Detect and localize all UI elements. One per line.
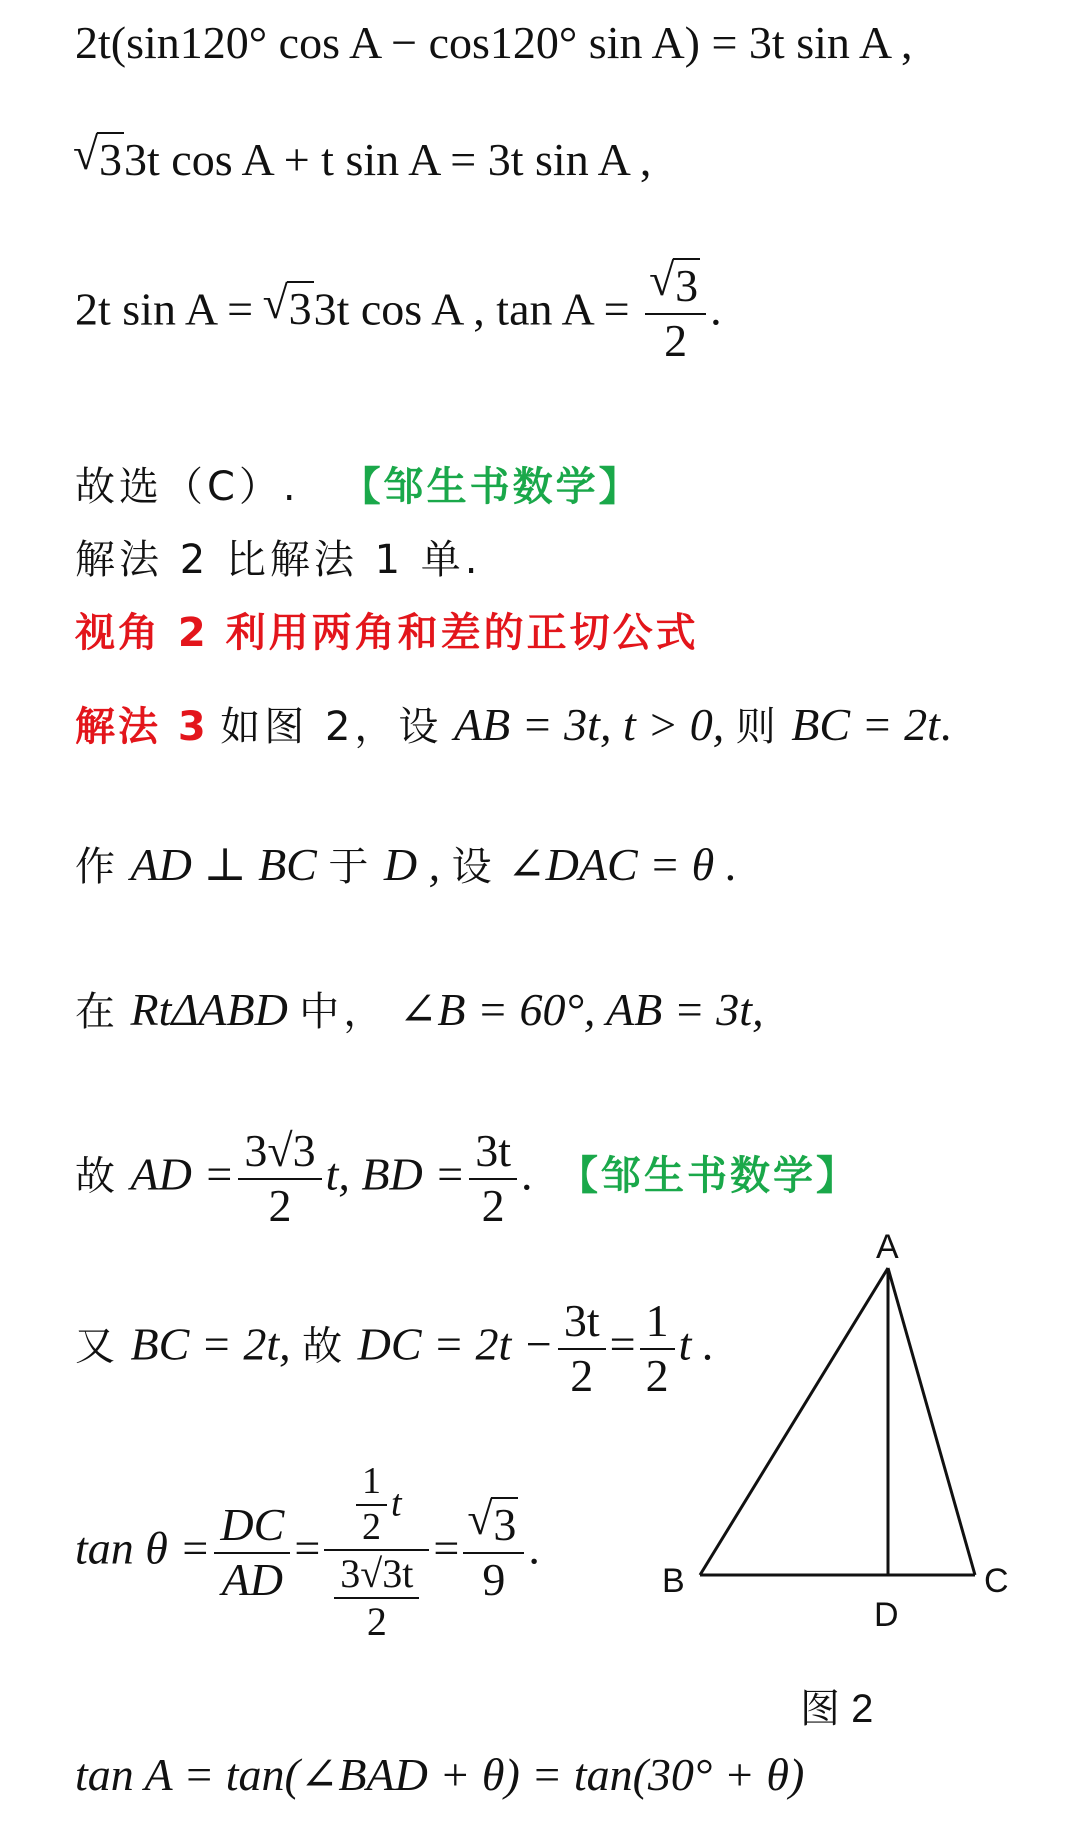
math-expression: D ,: [383, 839, 441, 890]
construction-line: [75, 840, 737, 891]
math-expression: BC = 2t: [791, 699, 940, 750]
math-expression: ∠DAC = θ .: [507, 839, 738, 890]
vertex-label-b: B: [662, 1562, 685, 1600]
equation-line-2: [75, 135, 651, 186]
math-expression: t, BD =: [325, 1148, 466, 1200]
period: .: [528, 1522, 540, 1574]
fraction-numerator: 1: [640, 1295, 675, 1350]
equation-text: 3t cos A + t sin A = 3t sin A ,: [124, 134, 652, 185]
fraction-numerator: 3√3t: [334, 1551, 419, 1599]
fraction-dc-over-ad: [214, 1499, 290, 1607]
math-expression: tan A = tan(∠BAD + θ) = tan(30° + θ): [75, 1749, 805, 1800]
method-label: 解法 3: [75, 704, 209, 750]
fraction-denominator: AD: [221, 1553, 284, 1605]
period: .: [521, 1148, 533, 1200]
fraction-3t-over-2: [558, 1295, 606, 1403]
period: .: [710, 283, 722, 335]
math-expression: t: [391, 1482, 402, 1525]
math-expression: t .: [678, 1318, 715, 1370]
sqrt-3: √ 3: [265, 284, 314, 335]
construction-text: 于: [328, 844, 373, 890]
note-text: 解法 2 比解法 1 单.: [75, 537, 482, 583]
fraction-denominator: 2: [268, 1179, 292, 1231]
fraction-denominator: 2: [366, 1599, 387, 1645]
equals-sign: =: [433, 1522, 460, 1574]
equals-sign: =: [294, 1522, 321, 1574]
fraction-denominator: 2: [570, 1349, 594, 1401]
tan-theta-line: [75, 1460, 540, 1645]
dc-text: 故: [302, 1323, 347, 1370]
method-text: 则: [735, 704, 780, 750]
math-expression: tan θ =: [75, 1522, 211, 1574]
equation-text: 2t sin A =: [75, 283, 265, 335]
method-text: 如图 2，设: [220, 704, 443, 750]
triangle-text: 中，: [299, 989, 388, 1035]
fraction-sqrt3-over-9: [463, 1499, 524, 1607]
period: .: [939, 699, 952, 750]
math-expression: ∠B = 60°, AB = 3t,: [398, 984, 764, 1035]
side-ac: [888, 1268, 975, 1575]
ad-bd-line: [75, 1125, 859, 1233]
equation-line-3: [75, 260, 722, 368]
fraction-numerator: 1: [356, 1460, 387, 1506]
fraction-numerator: 3√3: [238, 1125, 321, 1180]
inner-fraction-half: [356, 1460, 387, 1549]
fraction-denominator: 2: [645, 1349, 669, 1401]
dc-line: [75, 1295, 714, 1403]
method-3-line: [75, 700, 951, 751]
fraction-denominator: 2: [362, 1505, 382, 1548]
fraction-numerator: 3: [675, 260, 699, 311]
triangle-abd-line: [75, 985, 764, 1036]
fraction-numerator: 3t: [558, 1295, 606, 1350]
fraction-numerator: DC: [220, 1498, 285, 1550]
math-expression: RtΔABD: [130, 984, 288, 1035]
fraction-numerator: 3: [493, 1498, 517, 1550]
brand-tag: 【邹生书数学】: [558, 1153, 860, 1200]
construction-text: 设: [451, 844, 496, 890]
tan-a-line: [75, 1750, 804, 1801]
math-expression: BC = 2t,: [130, 1318, 291, 1370]
vertex-label-c: C: [984, 1562, 1009, 1600]
inner-fraction-den: [328, 1551, 425, 1645]
side-ab: [700, 1268, 888, 1575]
math-expression: DC = 2t −: [357, 1318, 554, 1370]
equation-text: 2t(sin120° cos A − cos120° sin A) = 3t sin A ,: [75, 17, 913, 68]
triangle-text: 在: [75, 989, 119, 1035]
sqrt-3: √ 3: [75, 135, 124, 186]
section-heading: [75, 608, 699, 656]
math-expression: AD =: [130, 1148, 235, 1200]
dc-text: 又: [75, 1323, 119, 1370]
equation-text: 3t cos A , tan A =: [313, 283, 642, 335]
math-expression: AD ⊥ BC: [130, 839, 317, 890]
fraction-denominator: 9: [482, 1553, 506, 1605]
fraction-denominator: 2: [481, 1179, 505, 1231]
vertex-label-a: A: [876, 1228, 899, 1266]
fraction-3sqrt3-over-2: [238, 1125, 321, 1233]
answer-line: [75, 462, 642, 510]
complex-fraction: [324, 1460, 429, 1645]
construction-text: 作: [75, 844, 119, 890]
ad-bd-text: 故: [75, 1153, 119, 1200]
fraction-1-over-2: [640, 1295, 675, 1403]
fraction-sqrt3-over-2: [645, 260, 706, 368]
fraction-denominator: 2: [664, 314, 688, 366]
equation-line-1: [75, 18, 913, 69]
vertex-label-d: D: [874, 1596, 899, 1634]
section-title: 视角 2 利用两角和差的正切公式: [75, 610, 699, 656]
note-line: [75, 535, 481, 583]
fraction-3t-over-2: [469, 1125, 517, 1233]
brand-tag: 【邹生书数学】: [340, 464, 642, 510]
equals-sign: =: [609, 1318, 636, 1370]
figure-caption: 图 2: [800, 1687, 874, 1731]
fraction-numerator: 3t: [469, 1125, 517, 1180]
math-expression: AB = 3t, t > 0,: [453, 699, 725, 750]
answer-text: 故选（C）.: [75, 464, 300, 510]
